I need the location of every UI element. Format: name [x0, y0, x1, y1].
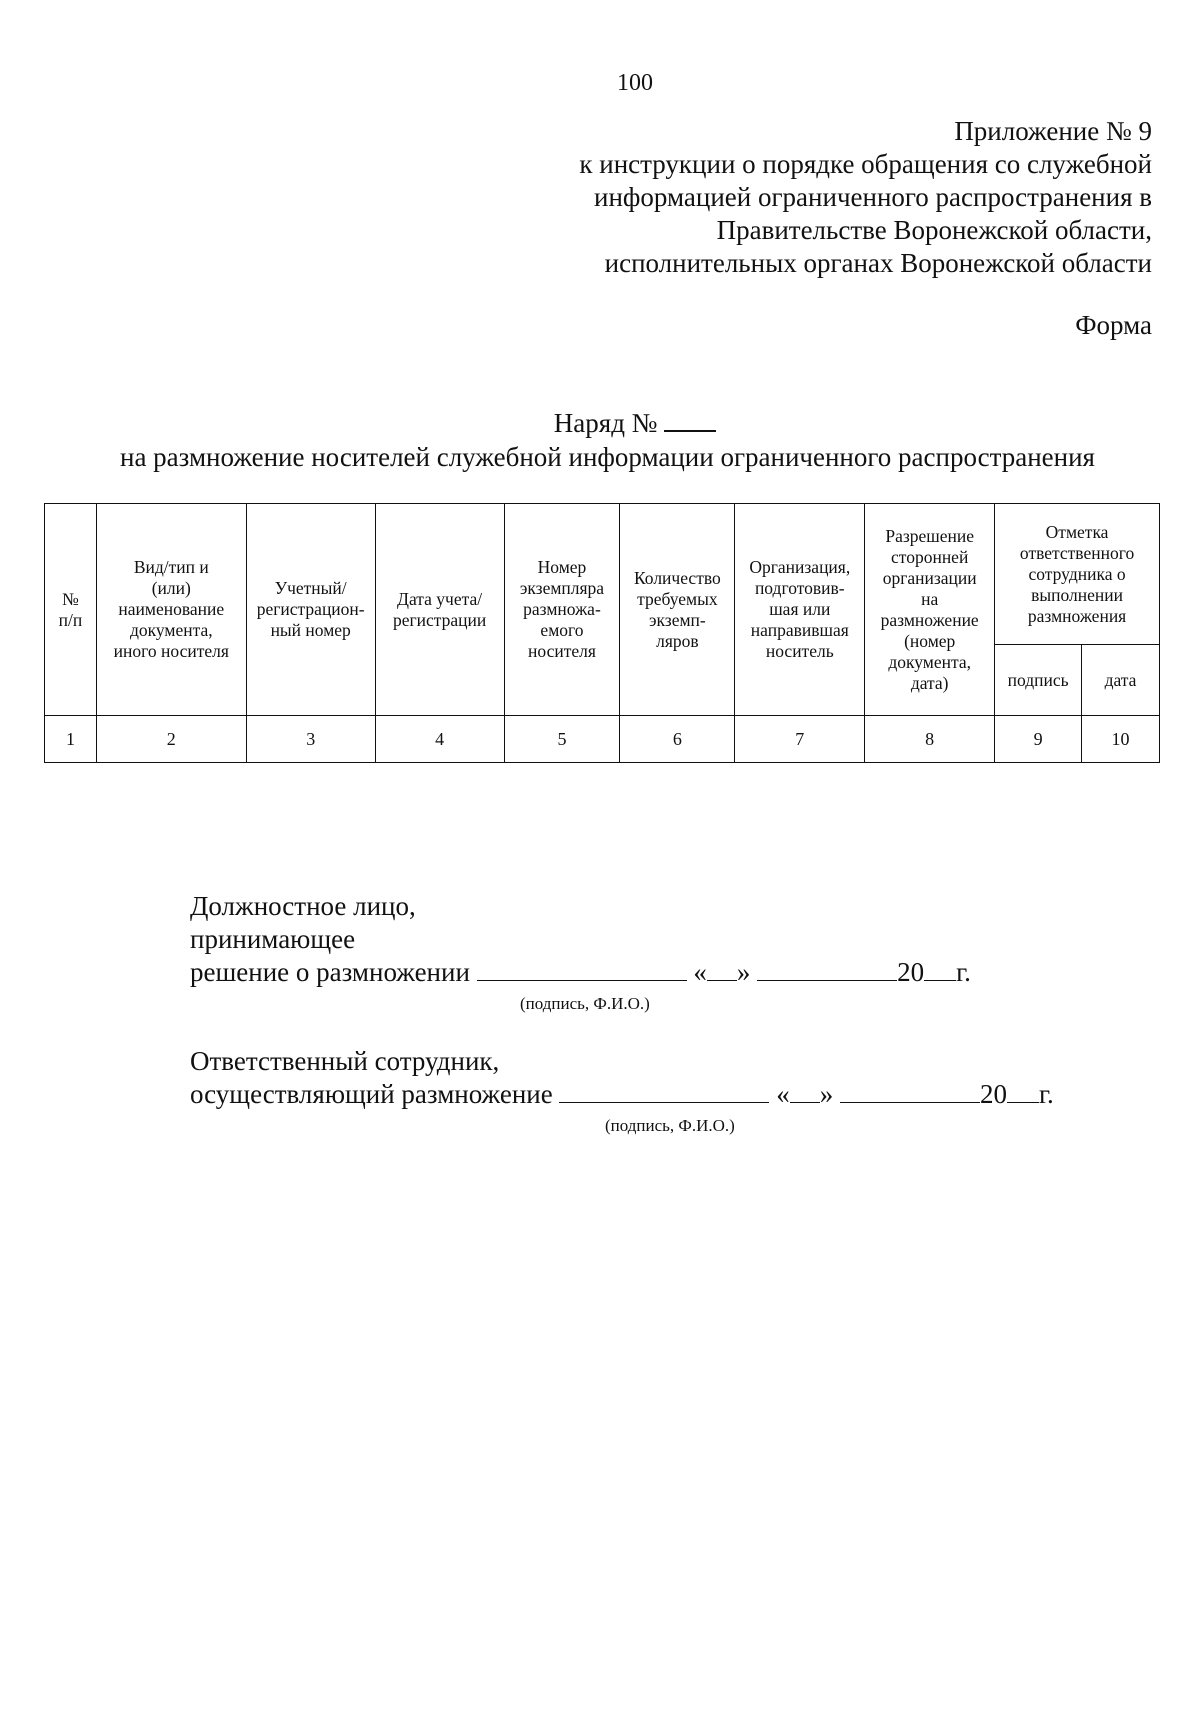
- annex-line: исполнительных органах Воронежской области: [604, 248, 1152, 278]
- column-number-cell: 4: [375, 716, 504, 763]
- annex-title: Приложение № 9: [954, 116, 1152, 146]
- signature-line: решение о размножении « » 20 г.: [190, 957, 971, 987]
- column-number-cell: 6: [620, 716, 735, 763]
- signature-label-line: принимающее: [190, 924, 356, 954]
- header-cell-date: дата: [1082, 645, 1160, 716]
- column-number-cell: 8: [865, 716, 995, 763]
- day-blank[interactable]: [790, 1078, 820, 1103]
- signature-label-line: Ответственный сотрудник,: [190, 1046, 500, 1076]
- signature-caption: (подпись, Ф.И.О.): [605, 1116, 735, 1135]
- table-row: [45, 716, 1160, 763]
- day-blank[interactable]: [707, 956, 737, 981]
- header-cell-organization: Организация, подготовив- шая или направившая носитель: [735, 504, 865, 716]
- header-cell-responsible-mark: Отметка ответственного сотрудника о выполнении размножения: [995, 504, 1160, 645]
- annex-line: Правительстве Воронежской области,: [716, 215, 1152, 245]
- signature-label-line: Должностное лицо,: [190, 891, 416, 921]
- header-cell-document-type: Вид/тип и (или) наименование документа, иного носителя: [96, 504, 246, 716]
- form-label: Форма: [1075, 310, 1152, 340]
- column-number-cell: 5: [504, 716, 620, 763]
- signature-blank[interactable]: [477, 956, 687, 981]
- page-number: 100: [617, 70, 653, 96]
- month-blank[interactable]: [840, 1078, 980, 1103]
- header-cell-permission: Разрешение сторонней организации на размножение (номер документа, дата): [865, 504, 995, 716]
- signature-block-responsible-employee: [190, 1045, 1054, 1111]
- month-blank[interactable]: [757, 956, 897, 981]
- order-subtitle: на размножение носителей служебной информации ограниченного распространения: [120, 442, 1095, 472]
- header-cell-copy-number: Номер экземпляра размножа- емого носителя: [504, 504, 620, 716]
- order-table: [44, 503, 1160, 763]
- order-number-blank[interactable]: [664, 408, 716, 432]
- header-cell-number: № п/п: [45, 504, 97, 716]
- order-title: [0, 408, 1200, 439]
- column-number-cell: 3: [246, 716, 375, 763]
- column-number-cell: 9: [995, 716, 1082, 763]
- header-cell-signature: подпись: [995, 645, 1082, 716]
- header-cell-registration-date: Дата учета/ регистрации: [375, 504, 504, 716]
- column-number-cell: 2: [96, 716, 246, 763]
- signature-label-line: решение о размножении: [190, 957, 470, 987]
- signature-caption: (подпись, Ф.И.О.): [520, 994, 650, 1013]
- annex-header: [579, 115, 1152, 280]
- annex-line: информацией ограниченного распространения в: [594, 182, 1152, 212]
- column-number-cell: 1: [45, 716, 97, 763]
- signature-line: осуществляющий размножение « » 20 г.: [190, 1079, 1054, 1109]
- annex-line: к инструкции о порядке обращения со служебной: [579, 149, 1152, 179]
- year-blank[interactable]: [1007, 1078, 1039, 1103]
- signature-label-line: осуществляющий размножение: [190, 1079, 553, 1109]
- header-cell-copies-count: Количество требуемых экземп- ляров: [620, 504, 735, 716]
- signature-blank[interactable]: [559, 1078, 769, 1103]
- signature-block-decision-maker: [190, 890, 971, 989]
- header-cell-registration-number: Учетный/ регистрацион- ный номер: [246, 504, 375, 716]
- column-number-cell: 7: [735, 716, 865, 763]
- column-number-cell: 10: [1082, 716, 1160, 763]
- year-blank[interactable]: [924, 956, 956, 981]
- order-title-text: Наряд №: [553, 408, 658, 438]
